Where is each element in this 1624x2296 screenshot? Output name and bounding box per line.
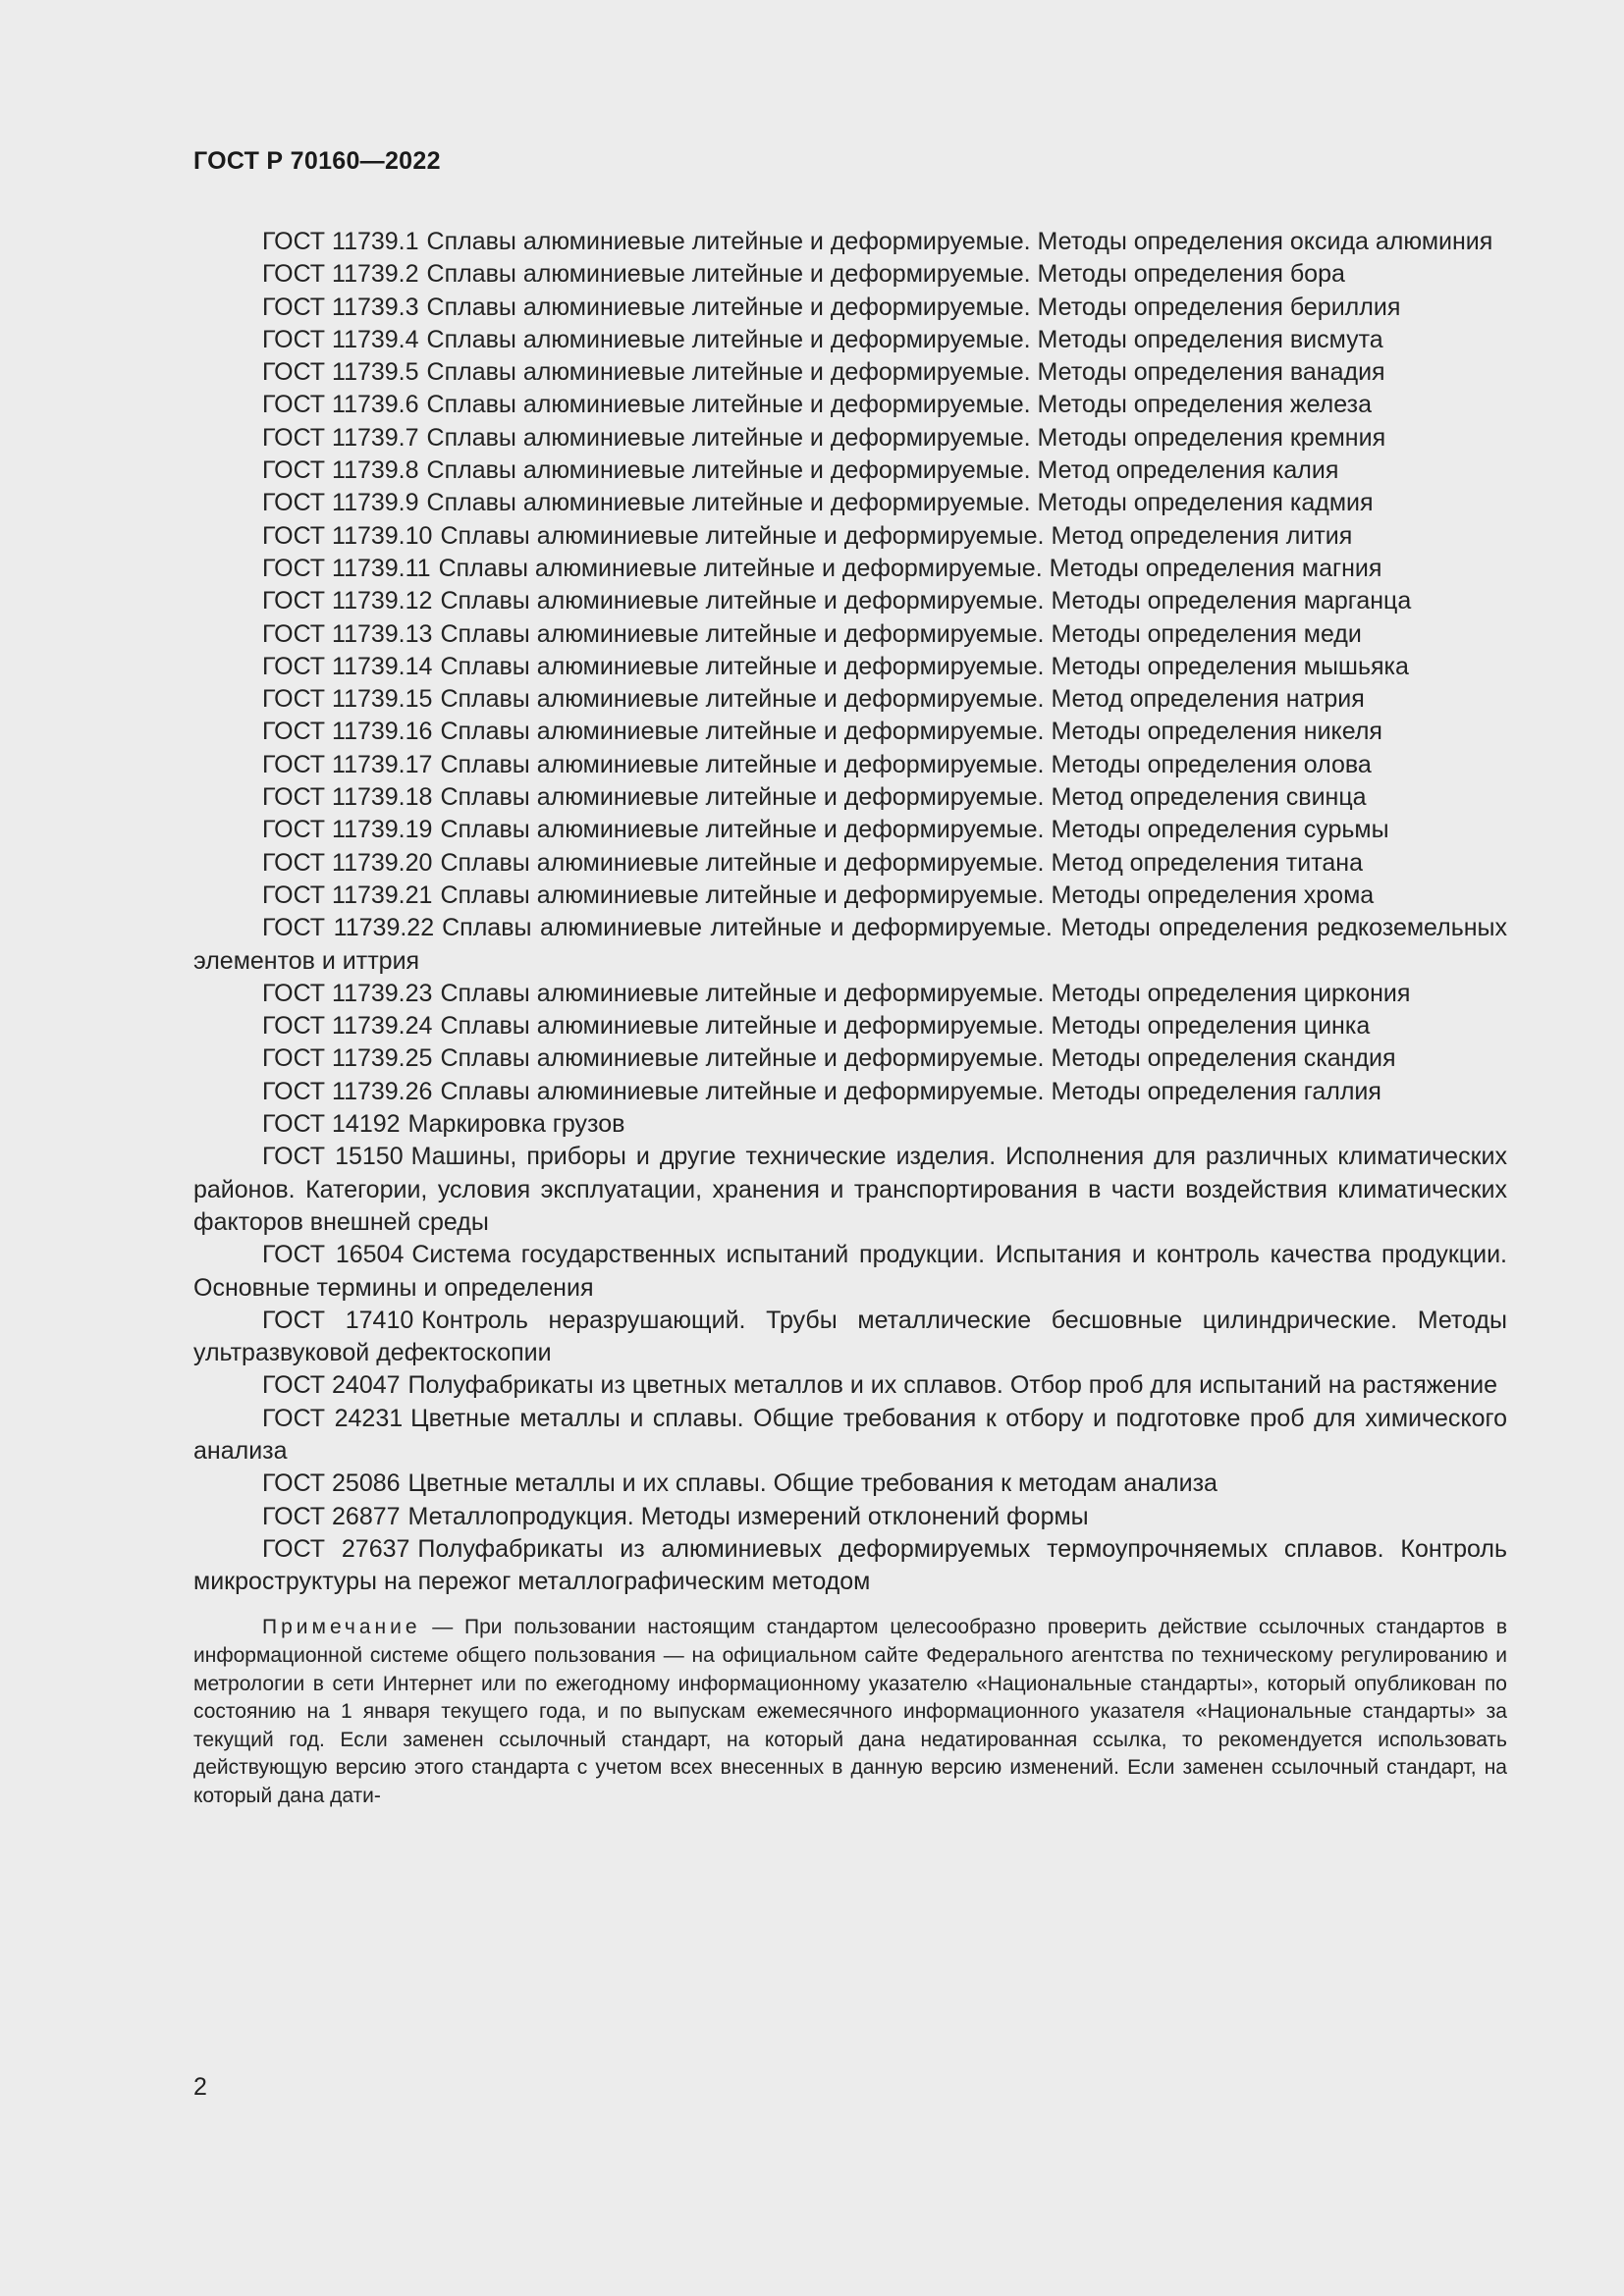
reference-code: ГОСТ 11739.2 (262, 260, 419, 289)
reference-title: Сплавы алюминиевые литейные и деформируемые. Методы определения бериллия (426, 293, 1401, 321)
reference-code: ГОСТ 25086 (262, 1469, 401, 1498)
reference-title: Сплавы алюминиевые литейные и деформируемые. Методы определения мышьяка (440, 652, 1409, 680)
reference-item (193, 1533, 1507, 1599)
reference-code: ГОСТ 14192 (262, 1110, 401, 1139)
reference-item (193, 324, 1507, 356)
reference-title: Сплавы алюминиевые литейные и деформируемые. Метод определения титана (440, 848, 1363, 877)
reference-title: Сплавы алюминиевые литейные и деформируемые. Методы определения кремния (426, 423, 1386, 452)
reference-title: Машины, приборы и другие технические изделия. Исполнения для различных климатических районов. Категории, условия эксплуатации, хранения и транспортирования в части воздействия климатических факторов внешней среды (193, 1143, 1507, 1236)
reference-code: ГОСТ 11739.3 (262, 293, 419, 321)
reference-item (193, 618, 1507, 651)
reference-code: ГОСТ 11739.19 (262, 816, 433, 844)
reference-title: Сплавы алюминиевые литейные и деформируемые. Метод определения лития (440, 521, 1353, 550)
reference-item (193, 1108, 1507, 1141)
reference-title: Цветные металлы и их сплавы. Общие требования к методам анализа (407, 1469, 1218, 1498)
reference-code: ГОСТ 11739.20 (262, 848, 433, 877)
reference-item (193, 422, 1507, 454)
reference-item (193, 356, 1507, 389)
reference-item (193, 585, 1507, 617)
reference-item (193, 1010, 1507, 1042)
reference-title: Сплавы алюминиевые литейные и деформируемые. Методы определения циркония (440, 979, 1411, 1007)
reference-item (193, 389, 1507, 421)
reference-title: Контроль неразрушающий. Трубы металлические бесшовные цилиндрические. Методы ультразвуковой дефектоскопии (193, 1306, 1507, 1367)
reference-code: ГОСТ 11739.15 (262, 685, 433, 714)
normative-references-list (193, 226, 1507, 1832)
reference-item (193, 978, 1507, 1010)
reference-item (193, 912, 1507, 978)
reference-code: ГОСТ 11739.11 (262, 554, 431, 582)
reference-code: ГОСТ 11739.22 (262, 914, 435, 942)
reference-title: Маркировка грузов (407, 1110, 625, 1139)
note-text: — При пользовании настоящим стандартом целесообразно проверить действие ссылочных стандартов в информационной системе общего пользования — на официальном сайте Федерального агентства по техническому регулированию и метрологии в сети Интернет или по ежегодному информационному указателю «Национальные стандарты», который опубликован по состоянию на 1 января текущего года, и по выпускам ежемесячного информационного указателя «Национальные стандарты» за текущий год. Если заменен ссылочный стандарт, на который дана недатированная ссылка, то рекомендуется использовать действующую версию этого стандарта с учетом всех внесенных в данную версию изменений. Если заменен ссылочный стандарт, на который дана дати- (193, 1616, 1507, 1808)
reference-code: ГОСТ 15150 (262, 1143, 404, 1171)
reference-item (193, 1501, 1507, 1533)
reference-item (193, 520, 1507, 553)
reference-title: Сплавы алюминиевые литейные и деформируемые. Метод определения свинца (440, 783, 1367, 812)
reference-item (193, 716, 1507, 748)
reference-code: ГОСТ 24047 (262, 1371, 401, 1400)
reference-item (193, 1305, 1507, 1370)
reference-title: Сплавы алюминиевые литейные и деформируемые. Методы определения марганца (440, 587, 1412, 615)
reference-title: Сплавы алюминиевые литейные и деформируемые. Методы определения никеля (440, 718, 1382, 746)
reference-title: Сплавы алюминиевые литейные и деформируемые. Методы определения скандия (440, 1044, 1396, 1073)
reference-title: Сплавы алюминиевые литейные и деформируемые. Методы определения меди (440, 619, 1362, 648)
reference-title: Полуфабрикаты из цветных металлов и их сплавов. Отбор проб для испытаний на растяжение (407, 1371, 1498, 1400)
reference-code: ГОСТ 11739.9 (262, 489, 419, 517)
reference-item (193, 487, 1507, 519)
reference-title: Сплавы алюминиевые литейные и деформируемые. Методы определения магния (438, 554, 1382, 582)
reference-code: ГОСТ 11739.25 (262, 1044, 433, 1073)
reference-item (193, 258, 1507, 291)
reference-title: Сплавы алюминиевые литейные и деформируемые. Методы определения галлия (440, 1077, 1381, 1105)
reference-code: ГОСТ 16504 (262, 1241, 405, 1269)
document-header: ГОСТ Р 70160—2022 (193, 147, 441, 175)
page-number: 2 (193, 2073, 207, 2101)
reference-title: Сплавы алюминиевые литейные и деформируемые. Методы определения олова (440, 750, 1372, 778)
reference-code: ГОСТ 11739.18 (262, 783, 433, 812)
reference-code: ГОСТ 24231 (262, 1404, 404, 1432)
reference-code: ГОСТ 11739.21 (262, 881, 433, 909)
reference-code: ГОСТ 11739.7 (262, 423, 419, 452)
reference-item (193, 226, 1507, 258)
reference-item (193, 553, 1507, 585)
reference-item (193, 1076, 1507, 1108)
reference-item (193, 683, 1507, 716)
reference-code: ГОСТ 11739.14 (262, 652, 433, 680)
reference-item (193, 1369, 1507, 1402)
note-paragraph (193, 1614, 1507, 1810)
reference-title: Сплавы алюминиевые литейные и деформируемые. Метод определения натрия (440, 685, 1365, 714)
reference-code: ГОСТ 11739.26 (262, 1077, 433, 1105)
reference-title: Сплавы алюминиевые литейные и деформируемые. Методы определения цинка (440, 1012, 1371, 1041)
reference-item (193, 651, 1507, 683)
reference-item (193, 880, 1507, 912)
reference-title: Сплавы алюминиевые литейные и деформируемые. Методы определения сурьмы (440, 816, 1389, 844)
reference-title: Сплавы алюминиевые литейные и деформируемые. Методы определения редкоземельных элементов и иттрия (193, 914, 1507, 975)
reference-title: Сплавы алюминиевые литейные и деформируемые. Методы определения кадмия (426, 489, 1374, 517)
reference-code: ГОСТ 11739.10 (262, 521, 433, 550)
reference-code: ГОСТ 11739.17 (262, 750, 433, 778)
reference-item (193, 1403, 1507, 1468)
reference-item (193, 1239, 1507, 1305)
reference-code: ГОСТ 11739.24 (262, 1012, 433, 1041)
reference-code: ГОСТ 11739.12 (262, 587, 433, 615)
reference-code: ГОСТ 17410 (262, 1306, 414, 1334)
reference-title: Сплавы алюминиевые литейные и деформируемые. Методы определения бора (426, 260, 1345, 289)
reference-title: Сплавы алюминиевые литейные и деформируемые. Методы определения железа (426, 391, 1372, 419)
reference-items (193, 226, 1507, 1598)
reference-code: ГОСТ 11739.4 (262, 325, 419, 353)
reference-code: ГОСТ 11739.5 (262, 358, 419, 387)
reference-code: ГОСТ 27637 (262, 1534, 410, 1563)
note-label: Примечание (262, 1616, 421, 1639)
reference-title: Цветные металлы и сплавы. Общие требования к отбору и подготовке проб для химического анализа (193, 1404, 1508, 1465)
reference-item (193, 1468, 1507, 1500)
reference-title: Система государственных испытаний продукции. Испытания и контроль качества продукции. Основные термины и определения (193, 1241, 1507, 1302)
reference-code: ГОСТ 11739.23 (262, 979, 433, 1007)
reference-code: ГОСТ 11739.13 (262, 619, 433, 648)
reference-item (193, 814, 1507, 846)
reference-title: Сплавы алюминиевые литейные и деформируемые. Методы определения хрома (440, 881, 1375, 909)
reference-item (193, 454, 1507, 487)
reference-item (193, 292, 1507, 324)
reference-code: ГОСТ 11739.6 (262, 391, 419, 419)
reference-code: ГОСТ 11739.16 (262, 718, 433, 746)
reference-title: Полуфабрикаты из алюминиевых деформируемых термоупрочняемых сплавов. Контроль микроструктуры на пережог металлографическим методом (193, 1534, 1507, 1596)
reference-code: ГОСТ 26877 (262, 1502, 401, 1530)
reference-title: Сплавы алюминиевые литейные и деформируемые. Методы определения висмута (426, 325, 1383, 353)
reference-code: ГОСТ 11739.8 (262, 456, 419, 485)
reference-title: Сплавы алюминиевые литейные и деформируемые. Методы определения ванадия (426, 358, 1385, 387)
reference-code: ГОСТ 11739.1 (262, 228, 419, 255)
reference-title: Металлопродукция. Методы измерений отклонений формы (407, 1502, 1089, 1530)
reference-item (193, 847, 1507, 880)
reference-item (193, 781, 1507, 814)
reference-item (193, 1042, 1507, 1075)
reference-item (193, 1141, 1507, 1239)
reference-title: Сплавы алюминиевые литейные и деформируемые. Метод определения калия (426, 456, 1339, 485)
reference-title: Сплавы алюминиевые литейные и деформируемые. Методы определения оксида алюминия (426, 228, 1493, 255)
reference-item (193, 749, 1507, 781)
